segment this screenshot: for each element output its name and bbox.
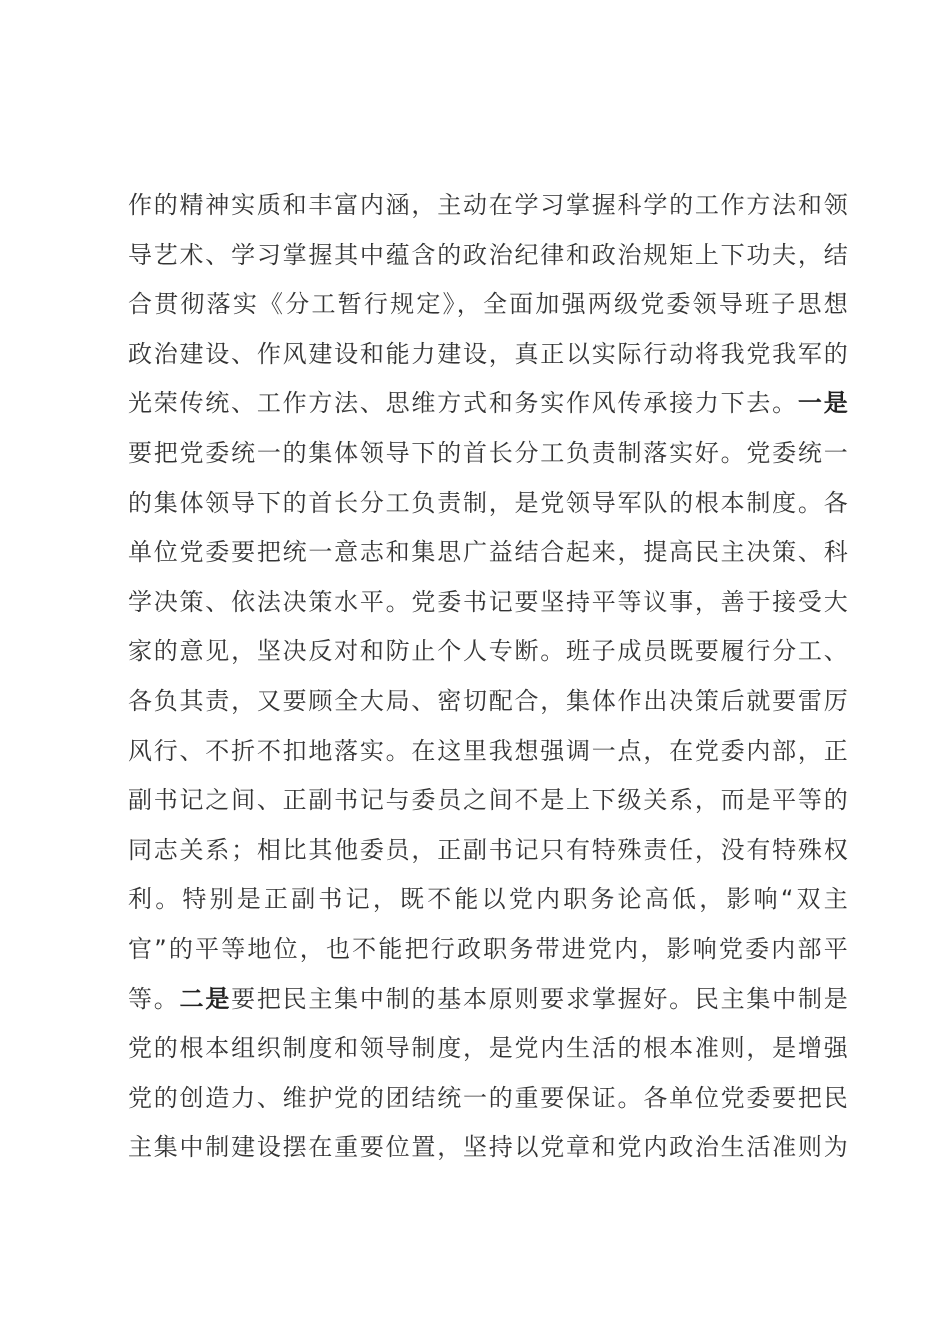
text-line: 官”的平等地位，也不能把行政职务带进党内，影响党委内部平 bbox=[128, 934, 848, 963]
text-line: 合贯彻落实《分工暂行规定》，全面加强两级党委领导班子思想 bbox=[128, 290, 848, 319]
text-line: 家的意见，坚决反对和防止个人专断。班子成员既要履行分工、 bbox=[128, 637, 848, 666]
text-line: 的集体领导下的首长分工负责制，是党领导军队的根本制度。各 bbox=[128, 488, 848, 517]
text-line: 党的创造力、维护党的团结统一的重要保证。各单位党委要把民 bbox=[128, 1083, 848, 1112]
text-line: 党的根本组织制度和领导制度，是党内生活的根本准则，是增强 bbox=[128, 1034, 848, 1063]
text-line: 作的精神实质和丰富内涵，主动在学习掌握科学的工作方法和领 bbox=[128, 191, 848, 219]
text-line: 副书记之间、正副书记与委员之间不是上下级关系，而是平等的 bbox=[128, 786, 848, 815]
text-line: 单位党委要把统一意志和集思广益结合起来，提高民主决策、科 bbox=[128, 538, 848, 567]
text-line: 主集中制建设摆在重要位置，坚持以党章和党内政治生活准则为 bbox=[128, 1133, 848, 1162]
text-line: 等。二是要把民主集中制的基本原则要求掌握好。民主集中制是 bbox=[128, 984, 848, 1013]
text-line: 学决策、依法决策水平。党委书记要坚持平等议事，善于接受大 bbox=[128, 587, 848, 616]
text-line: 风行、不折不扣地落实。在这里我想强调一点，在党委内部，正 bbox=[128, 736, 848, 765]
body-text bbox=[128, 181, 848, 1173]
point-marker-two: 二是 bbox=[179, 984, 232, 1013]
text-line: 导艺术、学习掌握其中蕴含的政治纪律和政治规矩上下功夫，结 bbox=[128, 240, 848, 269]
text-line: 要把党委统一的集体领导下的首长分工负责制落实好。党委统一 bbox=[128, 438, 848, 467]
text-line: 光荣传统、工作方法、思维方式和务实作风传承接力下去。一是 bbox=[128, 389, 848, 418]
text-line: 利。特别是正副书记，既不能以党内职务论高低，影响“双主 bbox=[128, 885, 848, 914]
point-marker-one: 一是 bbox=[797, 389, 848, 418]
text-line: 各负其责，又要顾全大局、密切配合，集体作出决策后就要雷厉 bbox=[128, 686, 848, 715]
text-line: 政治建设、作风建设和能力建设，真正以实际行动将我党我军的 bbox=[128, 339, 848, 368]
text-line: 同志关系；相比其他委员，正副书记只有特殊责任，没有特殊权 bbox=[128, 835, 848, 864]
